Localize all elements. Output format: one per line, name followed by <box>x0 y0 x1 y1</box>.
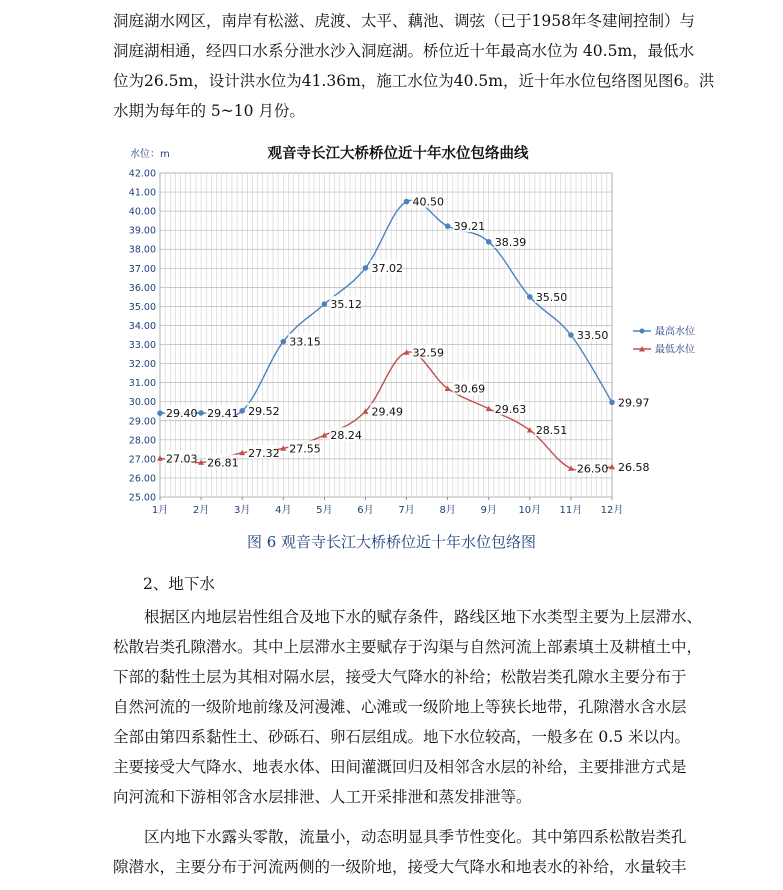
legend-label: 最低水位 <box>655 344 695 356</box>
y-axis-label: 水位：m <box>130 149 170 160</box>
paragraph-hydrology <box>113 6 713 126</box>
x-tick-label: 10月 <box>518 505 542 516</box>
text-line: 隙潜水，主要分布于河流两侧的一级阶地，接受大气降水和地表水的补给，水量较丰 <box>113 858 687 876</box>
figure-caption: 图 6 观音寺长江大桥桥位近十年水位包络图 <box>246 533 537 551</box>
data-point <box>568 332 574 338</box>
text-line: 下部的黏性土层为其相对隔水层，接受大气降水的补给；松散岩类孔隙水主要分布于 <box>113 668 687 686</box>
x-tick-label: 7月 <box>398 505 415 516</box>
y-tick-label: 39.00 <box>128 225 156 237</box>
y-tick-label: 37.00 <box>128 263 156 275</box>
data-point <box>322 301 328 307</box>
data-label: 35.12 <box>330 298 362 312</box>
data-label: 35.50 <box>535 290 568 304</box>
data-label: 27.32 <box>248 446 280 460</box>
data-label: 26.50 <box>576 462 609 476</box>
data-label: 29.40 <box>166 407 198 421</box>
water-level-chart <box>120 136 720 526</box>
y-tick-label: 36.00 <box>128 282 156 294</box>
data-label: 28.51 <box>535 424 568 438</box>
x-tick-label: 9月 <box>480 505 497 516</box>
data-label: 38.39 <box>494 235 527 249</box>
data-label: 29.41 <box>207 406 239 420</box>
text-line: 洞庭湖相通，经四口水系分泄水沙入洞庭湖。桥位近十年最高水位为 40.5m，最低水 <box>113 42 695 60</box>
data-label: 26.58 <box>618 460 650 474</box>
y-tick-label: 26.00 <box>128 473 156 485</box>
text-line: 自然河流的一级阶地前缘及河漫滩、心滩或一级阶地上等狭长地带，孔隙潜水含水层 <box>113 698 687 716</box>
legend-label: 最高水位 <box>655 326 695 338</box>
x-tick-label: 2月 <box>192 505 210 516</box>
x-tick-label: 4月 <box>275 505 292 516</box>
data-point <box>445 223 451 229</box>
y-tick-label: 34.00 <box>128 320 156 332</box>
paragraph-outcrop <box>113 822 713 882</box>
data-label: 32.59 <box>412 346 445 360</box>
data-point <box>363 265 369 271</box>
x-tick-label: 11月 <box>559 505 583 516</box>
x-tick-label: 5月 <box>316 505 333 516</box>
text-line: 全部由第四系黏性土、砂砾石、卵石层组成。地下水位较高，一般多在 0.5 米以内。 <box>113 728 691 746</box>
data-point <box>404 199 410 205</box>
data-label: 29.63 <box>494 402 527 416</box>
text-line: 根据区内地层岩性组合及地下水的赋存条件，路线区地下水类型主要为上层滞水、 <box>144 608 703 626</box>
y-tick-label: 38.00 <box>128 244 156 256</box>
y-tick-label: 31.00 <box>128 378 156 390</box>
y-tick-label: 29.00 <box>128 416 156 428</box>
x-tick-label: 12月 <box>600 505 624 516</box>
data-label: 29.97 <box>618 396 650 410</box>
x-tick-label: 1月 <box>151 505 169 516</box>
data-point <box>239 408 245 414</box>
text-line: 松散岩类孔隙潜水。其中上层滞水主要赋存于沟渠与自然河流上部素填土及耕植土中， <box>113 638 703 656</box>
text-line: 位为26.5m，设计洪水位为41.36m，施工水位为40.5m，近十年水位包络图见图6。洪 <box>113 72 715 90</box>
data-point <box>198 410 204 416</box>
paragraph-groundwater <box>113 602 713 812</box>
text-line: 区内地下水露头零散，流量小，动态明显具季节性变化。其中第四系松散岩类孔 <box>144 828 687 846</box>
data-point <box>486 239 492 245</box>
data-point <box>157 410 163 416</box>
data-label: 27.03 <box>166 452 198 466</box>
text-line: 洞庭湖水网区，南岸有松滋、虎渡、太平、藕池、调弦（已于1958年冬建闸控制）与 <box>113 12 695 30</box>
data-point <box>527 294 533 300</box>
x-tick-label: 3月 <box>233 505 251 516</box>
text-line: 主要接受大气降水、地表水体、田间灌溉回归及相邻含水层的补给，主要排泄方式是 <box>113 758 687 776</box>
x-tick-label: 8月 <box>439 505 456 516</box>
chart-svg <box>120 136 720 526</box>
y-tick-label: 33.00 <box>128 340 156 352</box>
text-line: 向河流和下游相邻含水层排泄、人工开采排泄和蒸发排泄等。 <box>113 788 532 806</box>
y-tick-label: 32.00 <box>128 359 156 371</box>
section-heading: 2、地下水 <box>143 575 215 593</box>
data-label: 29.52 <box>248 404 280 418</box>
legend-marker <box>640 329 645 334</box>
y-tick-label: 35.00 <box>128 301 156 313</box>
y-tick-label: 41.00 <box>128 187 156 199</box>
y-tick-label: 25.00 <box>128 492 156 504</box>
y-tick-label: 40.00 <box>128 206 156 218</box>
data-label: 30.69 <box>453 382 486 396</box>
data-label: 39.21 <box>453 220 486 234</box>
y-tick-label: 27.00 <box>128 454 156 466</box>
data-point <box>280 339 286 345</box>
chart-title: 观音寺长江大桥桥位近十年水位包络曲线 <box>267 146 529 162</box>
y-tick-label: 30.00 <box>128 397 156 409</box>
data-label: 33.50 <box>576 329 609 342</box>
data-label: 29.49 <box>371 405 403 419</box>
data-label: 40.50 <box>412 195 445 209</box>
data-point <box>609 399 615 405</box>
data-label: 26.81 <box>207 456 239 470</box>
data-label: 33.15 <box>289 335 321 349</box>
text-line: 水期为每年的 5~10 月份。 <box>113 102 305 120</box>
data-label: 28.24 <box>330 429 362 443</box>
x-tick-label: 6月 <box>357 505 374 516</box>
data-label: 27.55 <box>289 442 321 456</box>
data-label: 37.02 <box>371 261 403 275</box>
y-tick-label: 28.00 <box>128 435 156 447</box>
y-tick-label: 42.00 <box>128 168 156 180</box>
